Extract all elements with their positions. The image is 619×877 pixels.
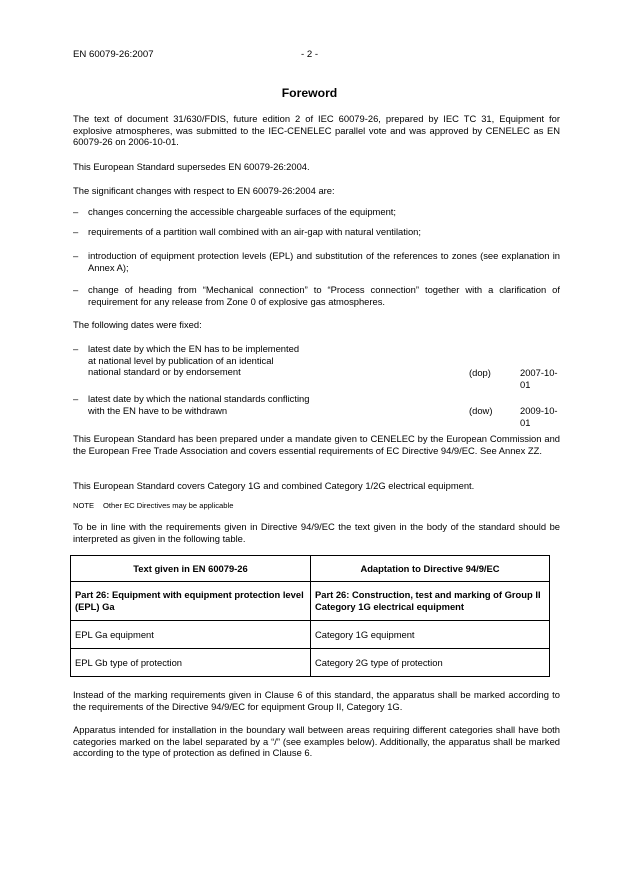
paragraph-document-approval: The text of document 31/630/FDIS, future edition 2 of IEC 60079-26, prepared by IEC TC 31, Equipment for explosive atmospheres, was submitted to the IEC-CENELEC parallel vote and was approved by CENELEC as EN 60079-26 on 2006-10-01. bbox=[73, 113, 560, 148]
dash-marker: – bbox=[73, 226, 79, 237]
paragraph-supersedes: This European Standard supersedes EN 60079-26:2004. bbox=[73, 161, 310, 172]
date-description bbox=[88, 343, 378, 378]
date-description-line: national standard or by endorsement bbox=[88, 366, 241, 378]
paragraph-marking: Instead of the marking requirements given in Clause 6 of this standard, the apparatus shall be marked according to the requirements of the Directive 94/9/EC for equipment Group II, Category 1G. bbox=[73, 689, 560, 712]
table-row bbox=[71, 582, 550, 621]
table-cell: EPL Ga equipment bbox=[71, 621, 311, 649]
note bbox=[73, 500, 233, 512]
list-item-text: changes concerning the accessible chargeable surfaces of the equipment; bbox=[88, 206, 397, 217]
dash-marker: – bbox=[73, 250, 79, 261]
paragraph-table-intro: To be in line with the requirements given in Directive 94/9/EC the text given in the body of the standard should be interpreted as given in the following table. bbox=[73, 521, 560, 544]
date-description-line: with the EN have to be withdrawn bbox=[88, 404, 228, 416]
list-item-text: introduction of equipment protection levels (EPL) and substitution of the references to zones (see explanation in Annex A); bbox=[88, 250, 560, 273]
dash-marker: – bbox=[73, 343, 79, 354]
document-id: EN 60079-26:2007 bbox=[73, 49, 154, 60]
paragraph-dates-intro: The following dates were fixed: bbox=[73, 319, 202, 330]
date-description-line: latest date by which the EN has to be implemented bbox=[88, 343, 300, 354]
list-item-text: change of heading from “Mechanical connection” to “Process connection” together with a clarification of requirement for any release from Zone 0 of explosive gas atmospheres. bbox=[88, 284, 560, 307]
table-row bbox=[71, 621, 550, 649]
paragraph-boundary-wall: Apparatus intended for installation in the boundary wall between areas requiring different categories shall have both categories marked on the label separated by a “/” (see examples below). Additionally, the apparatus shall be marked according to the type of protection as defined in Clause 6. bbox=[73, 724, 560, 759]
table-header-row bbox=[71, 556, 550, 582]
date-value: 2007-10-01 bbox=[520, 367, 558, 390]
paragraph-coverage: This European Standard covers Category 1G and combined Category 1/2G electrical equipment. bbox=[73, 480, 475, 491]
date-abbreviation: (dow) bbox=[469, 405, 493, 416]
list-item-text: requirements of a partition wall combined with an air-gap with natural ventilation; bbox=[88, 226, 421, 237]
table-cell: Part 26: Equipment with equipment protection level (EPL) Ga bbox=[71, 582, 311, 621]
date-value: 2009-10-01 bbox=[520, 405, 558, 428]
page-title: Foreword bbox=[281, 86, 338, 100]
date-abbreviation: (dop) bbox=[469, 367, 491, 378]
table-cell: EPL Gb type of protection bbox=[71, 649, 311, 677]
dash-marker: – bbox=[73, 393, 79, 404]
page-number: - 2 - bbox=[300, 49, 319, 60]
note-text: Other EC Directives may be applicable bbox=[103, 501, 234, 510]
date-description-line: at national level by publication of an identical bbox=[88, 354, 274, 366]
date-description bbox=[88, 393, 378, 416]
paragraph-mandate: This European Standard has been prepared under a mandate given to CENELEC by the European Commission and the European Free Trade Association and covers essential requirements of EC Directive 94/9/EC. See Annex ZZ. bbox=[73, 433, 560, 456]
dash-marker: – bbox=[73, 284, 79, 295]
table-header-cell: Text given in EN 60079-26 bbox=[71, 556, 311, 582]
note-label: NOTE bbox=[73, 501, 95, 510]
table-row bbox=[71, 649, 550, 677]
date-description-line: latest date by which the national standards conflicting bbox=[88, 393, 310, 404]
dash-marker: – bbox=[73, 206, 79, 217]
interpretation-table bbox=[70, 555, 550, 677]
table-cell: Part 26: Construction, test and marking of Group II Category 1G electrical equipment bbox=[311, 582, 550, 621]
table-cell: Category 2G type of protection bbox=[311, 649, 550, 677]
paragraph-changes-intro: The significant changes with respect to EN 60079-26:2004 are: bbox=[73, 185, 335, 196]
table-header-cell: Adaptation to Directive 94/9/EC bbox=[311, 556, 550, 582]
table-cell: Category 1G equipment bbox=[311, 621, 550, 649]
